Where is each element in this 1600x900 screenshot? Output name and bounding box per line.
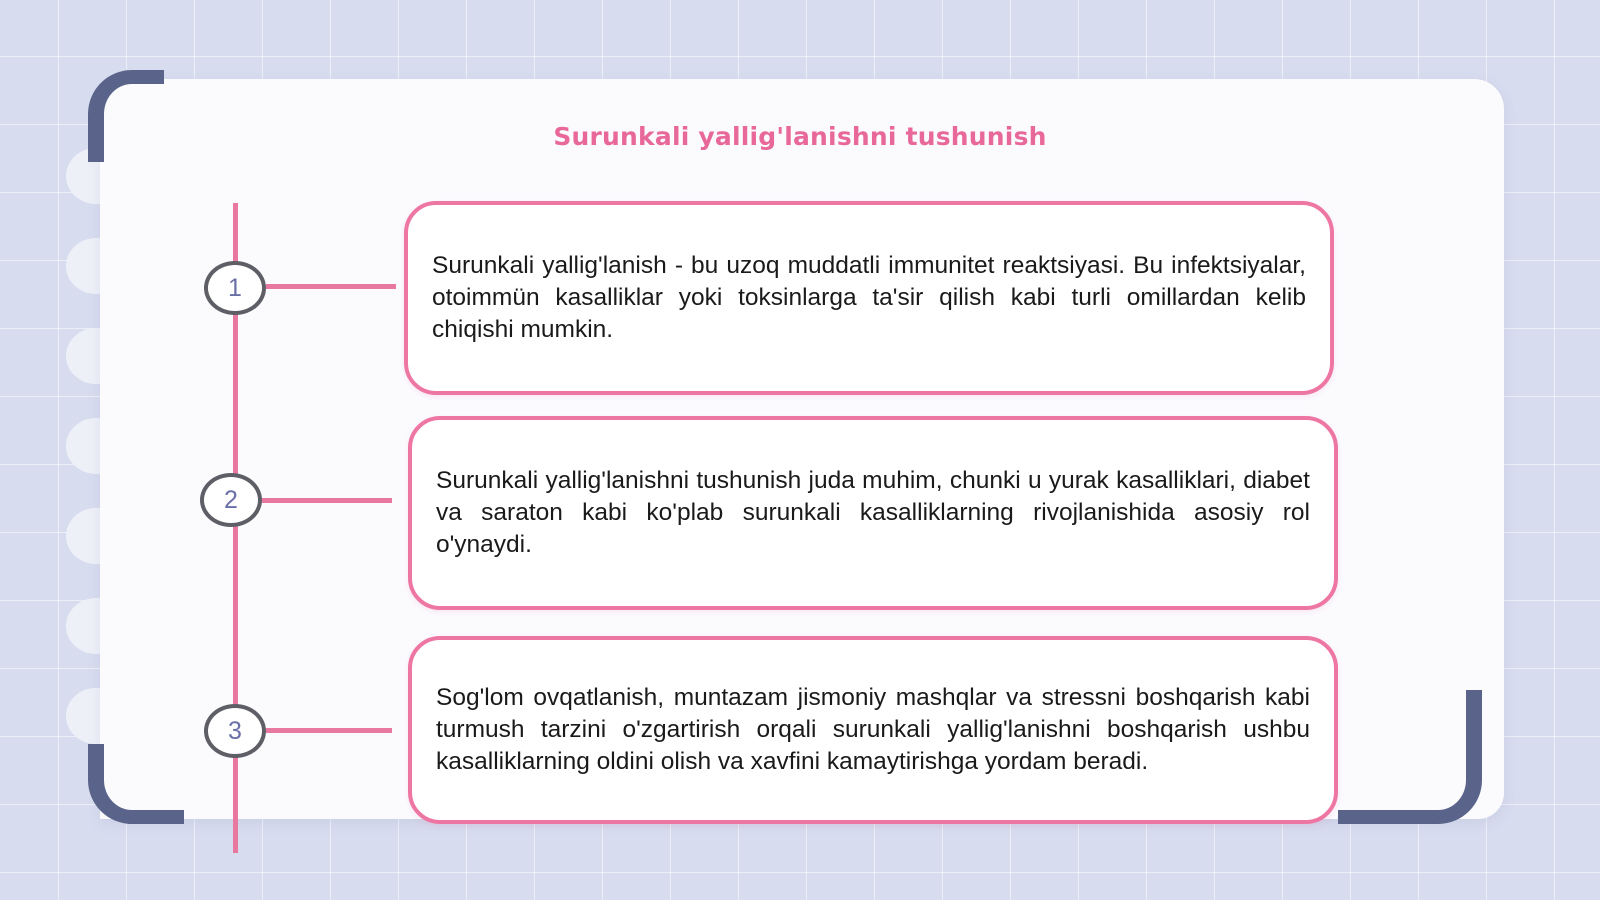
card-text: Sog'lom ovqatlanish, muntazam jismoniy mashqlar va stressni boshqarish kabi turmush tarzini o'zgartirish orqali surunkali yallig'lanishni boshqarish ushbu kasalliklarning oldini olish va xavfini kamaytirishga yordam beradi.	[436, 684, 1310, 775]
frame-corner-top-left	[88, 70, 164, 162]
marker-number: 2	[224, 485, 238, 514]
card-text: Surunkali yallig'lanishni tushunish juda muhim, chunki u yurak kasalliklari, diabet va saraton kabi ko'plab surunkali kasalliklarning rivojlanishida asosiy rol o'ynaydi.	[436, 467, 1310, 558]
timeline-card-3	[408, 636, 1338, 824]
slide-title: Surunkali yallig'lanishni tushunish	[553, 122, 1047, 151]
timeline-connector	[266, 728, 392, 733]
frame-corner-bottom-right	[1338, 690, 1482, 824]
marker-number: 3	[228, 716, 242, 745]
frame-corner-bottom-left	[88, 744, 184, 824]
timeline-card-1	[404, 201, 1334, 395]
marker-number: 1	[228, 273, 242, 302]
timeline-connector	[266, 284, 396, 289]
timeline-marker-2	[200, 473, 262, 527]
timeline-connector	[262, 498, 392, 503]
timeline-marker-1	[204, 261, 266, 315]
timeline-card-2	[408, 416, 1338, 610]
timeline-marker-3	[204, 704, 266, 758]
card-text: Surunkali yallig'lanish - bu uzoq muddatli immunitet reaktsiyasi. Bu infektsiyalar, otoimmün kasalliklar yoki toksinlarga ta'sir qilish kabi turli omillardan kelib chiqishi mumkin.	[432, 252, 1306, 343]
